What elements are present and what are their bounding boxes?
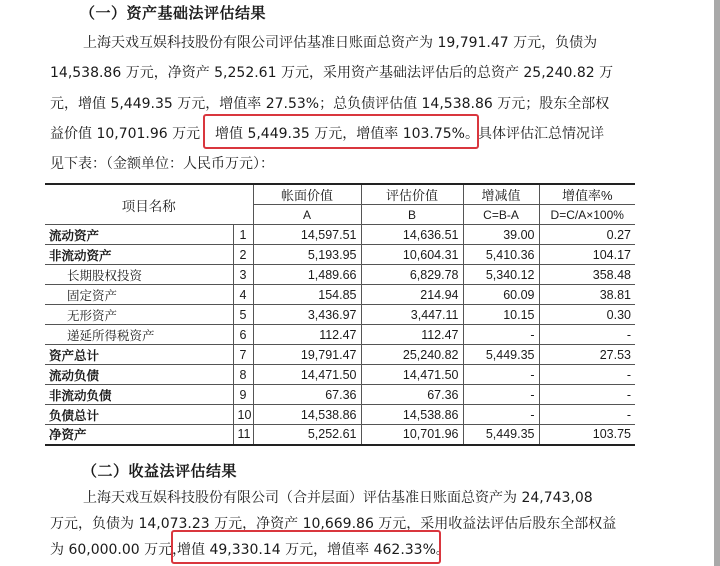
row-index: 8 — [233, 365, 253, 385]
header-sub-c: C=B-A — [463, 205, 539, 225]
cell-c: - — [463, 405, 539, 425]
header-sub-d: D=C/A×100% — [539, 205, 635, 225]
cell-a: 67.36 — [253, 385, 361, 405]
header-sub-b: B — [361, 205, 463, 225]
cell-a: 14,597.51 — [253, 225, 361, 245]
header-appraised-value: 评估价值 — [361, 184, 463, 205]
cell-c: 5,340.12 — [463, 265, 539, 285]
section1-line-5: 见下表：（金额单位：人民币万元）： — [50, 156, 274, 172]
cell-a: 154.85 — [253, 285, 361, 305]
cell-b: 6,829.78 — [361, 265, 463, 285]
cell-d: 0.27 — [539, 225, 635, 245]
cell-d: - — [539, 365, 635, 385]
section2-line-2: 万元，负债为 14,073.23 万元，净资产 10,669.86 万元，采用收益法评估后股东全部权益 — [50, 516, 617, 532]
cell-d: - — [539, 385, 635, 405]
row-index: 5 — [233, 305, 253, 325]
cell-b: 214.94 — [361, 285, 463, 305]
row-index: 9 — [233, 385, 253, 405]
cell-b: 112.47 — [361, 325, 463, 345]
cell-d: 0.30 — [539, 305, 635, 325]
section2-line-3a: 为 60,000.00 万元， — [50, 542, 187, 558]
row-index: 11 — [233, 425, 253, 445]
cell-a: 14,471.50 — [253, 365, 361, 385]
row-label: 长期股权投资 — [45, 265, 233, 285]
cell-d: 103.75 — [539, 425, 635, 445]
section1-line-4a: 益价值 10,701.96 万元 — [50, 126, 201, 142]
table-row — [45, 285, 635, 305]
cell-a: 14,538.86 — [253, 405, 361, 425]
table-row — [45, 265, 635, 285]
header-change-rate: 增值率% — [539, 184, 635, 205]
header-sub-a: A — [253, 205, 361, 225]
section1-line-3: 元，增值 5,449.35 万元，增值率 27.53%；总负债评估值 14,538.86 万元；股东全部权 — [50, 96, 610, 112]
cell-b: 10,604.31 — [361, 245, 463, 265]
page-edge-scrollbar — [714, 0, 720, 566]
cell-d: 104.17 — [539, 245, 635, 265]
cell-d: - — [539, 325, 635, 345]
row-index: 1 — [233, 225, 253, 245]
table-row — [45, 305, 635, 325]
cell-c: 60.09 — [463, 285, 539, 305]
cell-d: - — [539, 405, 635, 425]
section1-line-4c: 具体评估汇总情况详 — [478, 126, 604, 142]
table-row — [45, 385, 635, 405]
table-row — [45, 405, 635, 425]
table-row — [45, 425, 635, 445]
cell-a: 5,193.95 — [253, 245, 361, 265]
row-label: 资产总计 — [45, 345, 233, 365]
cell-a: 5,252.61 — [253, 425, 361, 445]
cell-d: 358.48 — [539, 265, 635, 285]
header-book-value: 帐面价值 — [253, 184, 361, 205]
cell-b: 14,471.50 — [361, 365, 463, 385]
section2-heading: （二）收益法评估结果 — [82, 462, 238, 480]
row-label: 固定资产 — [45, 285, 233, 305]
table-row — [45, 365, 635, 385]
row-label: 净资产 — [45, 425, 233, 445]
header-change: 增减值 — [463, 184, 539, 205]
cell-c: - — [463, 325, 539, 345]
row-label: 无形资产 — [45, 305, 233, 325]
section1-line-2: 14,538.86 万元，净资产 5,252.61 万元，采用资产基础法评估后的总资产 25,240.82 万 — [50, 65, 614, 81]
cell-c: 5,449.35 — [463, 345, 539, 365]
cell-c: 5,410.36 — [463, 245, 539, 265]
row-index: 7 — [233, 345, 253, 365]
table-row — [45, 345, 635, 365]
section1-heading: （一）资产基础法评估结果 — [80, 4, 267, 22]
cell-d: 27.53 — [539, 345, 635, 365]
row-label: 递延所得税资产 — [45, 325, 233, 345]
row-index: 3 — [233, 265, 253, 285]
cell-b: 10,701.96 — [361, 425, 463, 445]
cell-c: - — [463, 365, 539, 385]
row-label: 流动资产 — [45, 225, 233, 245]
cell-c: 39.00 — [463, 225, 539, 245]
row-index: 2 — [233, 245, 253, 265]
valuation-summary-table — [45, 183, 635, 446]
table-row — [45, 225, 635, 245]
header-item-name: 项目名称 — [45, 184, 253, 225]
row-label: 负债总计 — [45, 405, 233, 425]
row-index: 4 — [233, 285, 253, 305]
cell-a: 112.47 — [253, 325, 361, 345]
section1-line-1: 上海天戏互娱科技股份有限公司评估基准日账面总资产为 19,791.47 万元，负债为 — [83, 35, 598, 51]
cell-b: 14,636.51 — [361, 225, 463, 245]
row-label: 流动负债 — [45, 365, 233, 385]
table-row — [45, 245, 635, 265]
cell-a: 19,791.47 — [253, 345, 361, 365]
cell-c: - — [463, 385, 539, 405]
row-label: 非流动负债 — [45, 385, 233, 405]
row-index: 6 — [233, 325, 253, 345]
cell-d: 38.81 — [539, 285, 635, 305]
cell-b: 14,538.86 — [361, 405, 463, 425]
cell-a: 1,489.66 — [253, 265, 361, 285]
cell-b: 3,447.11 — [361, 305, 463, 325]
cell-a: 3,436.97 — [253, 305, 361, 325]
cell-b: 67.36 — [361, 385, 463, 405]
row-index: 10 — [233, 405, 253, 425]
highlight-box-asset-method — [203, 114, 479, 149]
table-row — [45, 325, 635, 345]
cell-c: 5,449.35 — [463, 425, 539, 445]
section2-highlight-text: 增值 49,330.14 万元，增值率 462.33%。 — [177, 542, 450, 558]
cell-c: 10.15 — [463, 305, 539, 325]
section2-line-1: 上海天戏互娱科技股份有限公司（合并层面）评估基准日账面总资产为 24,743,08 — [83, 490, 593, 506]
highlight-box-income-method — [171, 530, 441, 564]
row-label: 非流动资产 — [45, 245, 233, 265]
section1-highlight-text: 增值 5,449.35 万元，增值率 103.75%。 — [215, 126, 479, 142]
cell-b: 25,240.82 — [361, 345, 463, 365]
